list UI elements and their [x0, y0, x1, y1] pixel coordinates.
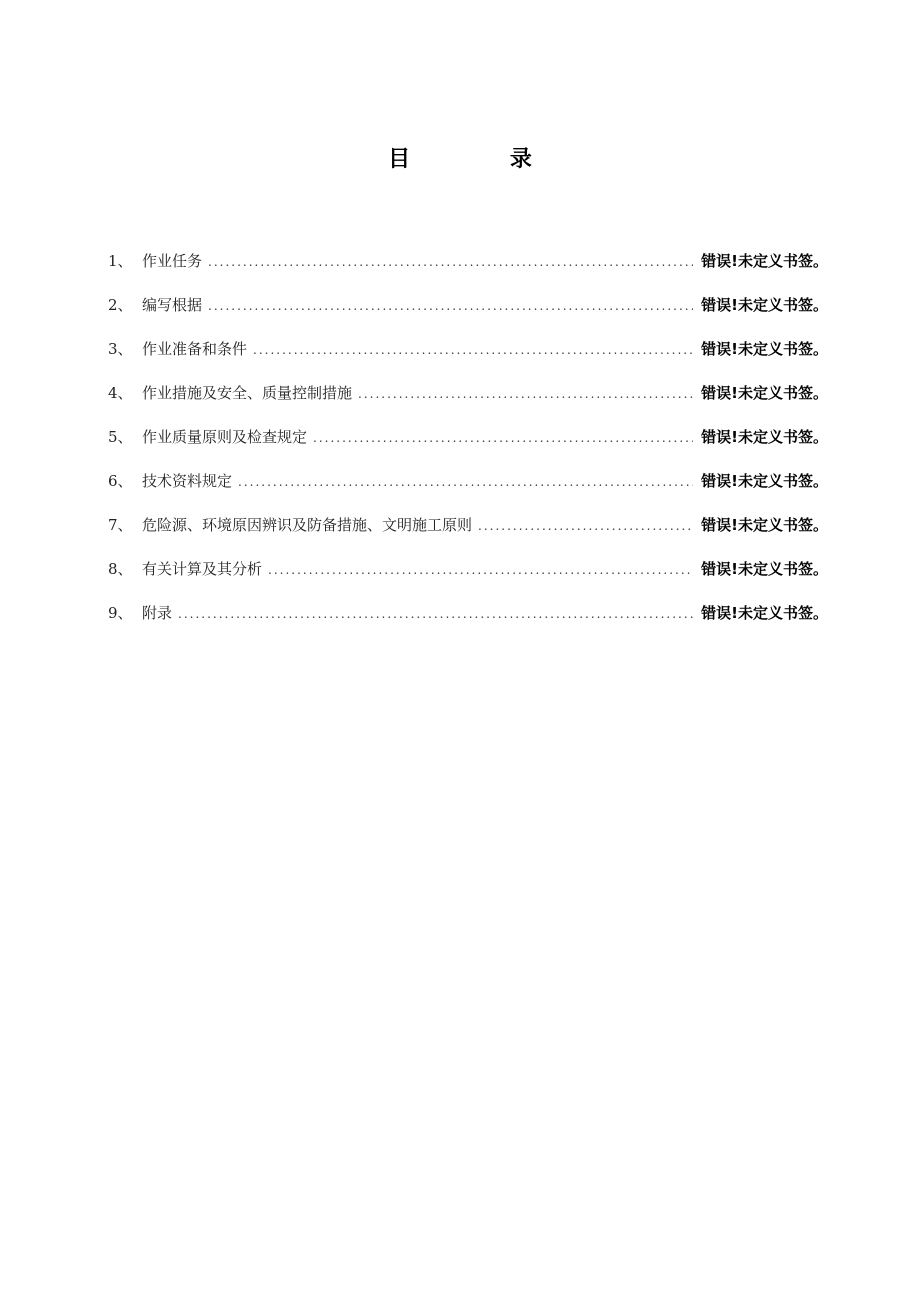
toc-entry[interactable]	[108, 291, 828, 335]
toc-entry-number: 9、	[108, 604, 133, 622]
toc-dot-leader	[478, 512, 693, 540]
toc-dot-leader	[358, 380, 693, 408]
toc-entry-number: 5、	[108, 428, 133, 446]
toc-dot-leader	[208, 292, 693, 320]
toc-entry-number: 2、	[108, 296, 133, 314]
toc-dot-leader	[253, 336, 693, 364]
toc-entry-number: 4、	[108, 384, 133, 402]
toc-entry-page-ref: 错误!未定义书签。	[701, 604, 828, 622]
toc-entry-page-ref: 错误!未定义书签。	[701, 384, 828, 402]
toc-entry[interactable]	[108, 511, 828, 555]
toc-entry-text: 有关计算及其分析	[142, 560, 263, 578]
toc-entry-page-ref: 错误!未定义书签。	[701, 340, 828, 358]
toc-entry-page-ref: 错误!未定义书签。	[701, 560, 828, 578]
toc-entry-text: 附录	[142, 604, 173, 622]
toc-entry-number: 8、	[108, 560, 133, 578]
toc-dot-leader	[268, 556, 693, 584]
toc-entry-page-ref: 错误!未定义书签。	[701, 428, 828, 446]
toc-entry-text: 技术资料规定	[142, 472, 233, 490]
toc-entry-text: 作业任务	[142, 252, 203, 270]
toc-entry-page-ref: 错误!未定义书签。	[701, 472, 828, 490]
toc-entry-number: 7、	[108, 516, 133, 534]
toc-entry-text: 危险源、环境原因辨识及防备措施、文明施工原则	[142, 516, 473, 534]
toc-entry-number: 1、	[108, 252, 133, 270]
toc-dot-leader	[238, 468, 693, 496]
toc-entry[interactable]	[108, 599, 828, 643]
toc-entry-page-ref: 错误!未定义书签。	[701, 252, 828, 270]
toc-entry[interactable]	[108, 555, 828, 599]
toc-dot-leader	[313, 424, 693, 452]
toc-entry-text: 作业质量原则及检查规定	[142, 428, 308, 446]
toc-title: 目 录	[388, 147, 578, 172]
toc-entry-text: 编写根据	[142, 296, 203, 314]
toc-entry[interactable]	[108, 423, 828, 467]
toc-entry-page-ref: 错误!未定义书签。	[701, 516, 828, 534]
toc-dot-leader	[178, 600, 693, 628]
toc-entry[interactable]	[108, 335, 828, 379]
toc-entry-text: 作业措施及安全、质量控制措施	[142, 384, 353, 402]
toc-entry-text: 作业准备和条件	[142, 340, 248, 358]
toc-entry[interactable]	[108, 379, 828, 423]
toc-entry-number: 6、	[108, 472, 133, 490]
toc-entry[interactable]	[108, 247, 828, 291]
toc-list	[108, 247, 828, 643]
toc-dot-leader	[208, 248, 693, 276]
toc-entry-number: 3、	[108, 340, 133, 358]
toc-entry[interactable]	[108, 467, 828, 511]
toc-entry-page-ref: 错误!未定义书签。	[701, 296, 828, 314]
